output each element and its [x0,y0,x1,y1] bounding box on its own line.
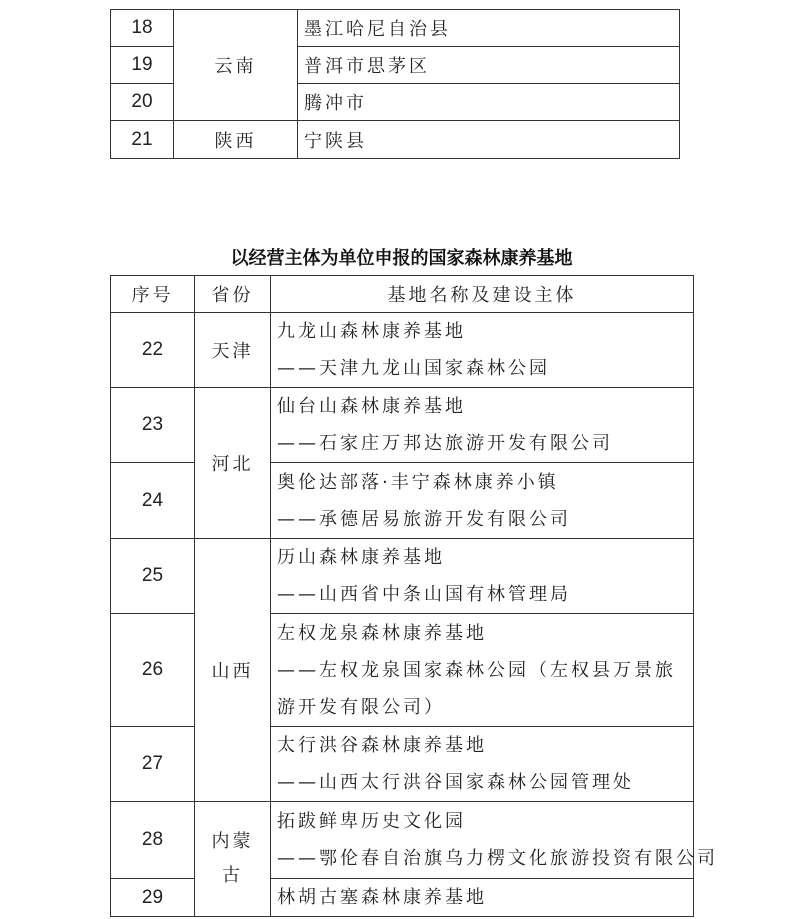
row-number: 21 [111,121,174,159]
header-number: 序号 [111,276,195,313]
base-name: 拓跋鲜卑历史文化园 [277,811,466,832]
base-name: 太行洪谷森林康养基地 [277,735,487,756]
base-name: 仙台山森林康养基地 [277,396,466,417]
header-base-name: 基地名称及建设主体 [271,276,694,313]
base-name: 普洱市思茅区 [298,47,680,84]
base-cell [271,313,694,388]
base-operator: ——石家庄万邦达旅游开发有限公司 [277,433,613,454]
table-row [111,802,694,879]
province-cell: 云南 [174,10,298,121]
table-caption: 以经营主体为单位申报的国家森林康养基地 [230,248,573,269]
base-name: 墨江哈尼自治县 [298,10,680,47]
base-name: 林胡古塞森林康养基地 [277,887,487,908]
base-operator: ——山西省中条山国有林管理局 [277,584,571,605]
base-cell [271,802,718,879]
table-row [111,121,680,159]
table-row [111,10,680,47]
province-cell [195,802,271,917]
row-number: 27 [111,727,195,802]
base-operator-continued: 游开发有限公司） [277,696,445,718]
base-operator: ——天津九龙山国家森林公园 [277,358,550,379]
table-row [111,388,694,463]
row-number: 19 [111,47,174,84]
base-cell [271,388,694,463]
row-number: 25 [111,539,195,614]
base-operator: ——左权龙泉国家森林公园（左权县万景旅 [277,659,676,681]
base-cell [271,614,694,727]
table-header-row [111,276,694,313]
row-number: 23 [111,388,195,463]
province-cell: 山西 [195,539,271,802]
base-name: 宁陕县 [298,121,680,159]
base-operator: ——承德居易旅游开发有限公司 [277,508,571,530]
province-cell: 河北 [195,388,271,539]
province-name-part1: 内蒙 [211,831,254,852]
base-name: 九龙山森林康养基地 [277,321,466,342]
table-county-list [110,9,680,159]
row-number: 22 [111,313,195,388]
row-number: 26 [111,614,195,727]
base-cell [271,463,694,539]
row-number: 28 [111,802,195,879]
province-cell: 陕西 [174,121,298,159]
row-number: 18 [111,10,174,47]
base-name: 历山森林康养基地 [277,547,445,568]
base-name: 腾冲市 [298,84,680,121]
row-number: 20 [111,84,174,121]
base-cell [271,879,694,917]
province-cell: 天津 [195,313,271,388]
row-number: 29 [111,879,195,917]
base-name: 奥伦达部落·丰宁森林康养小镇 [277,471,559,493]
row-number: 24 [111,463,195,539]
table-operator-bases [110,275,718,917]
base-cell [271,539,694,614]
header-province: 省份 [195,276,271,313]
base-operator: ——山西太行洪谷国家森林公园管理处 [277,772,634,793]
table-row [111,313,694,388]
base-name: 左权龙泉森林康养基地 [277,622,487,644]
base-cell [271,727,694,802]
table-row [111,539,694,614]
base-operator: ——鄂伦春自治旗乌力楞文化旅游投资有限公司 [277,848,718,869]
province-name-part2: 古 [222,865,243,886]
